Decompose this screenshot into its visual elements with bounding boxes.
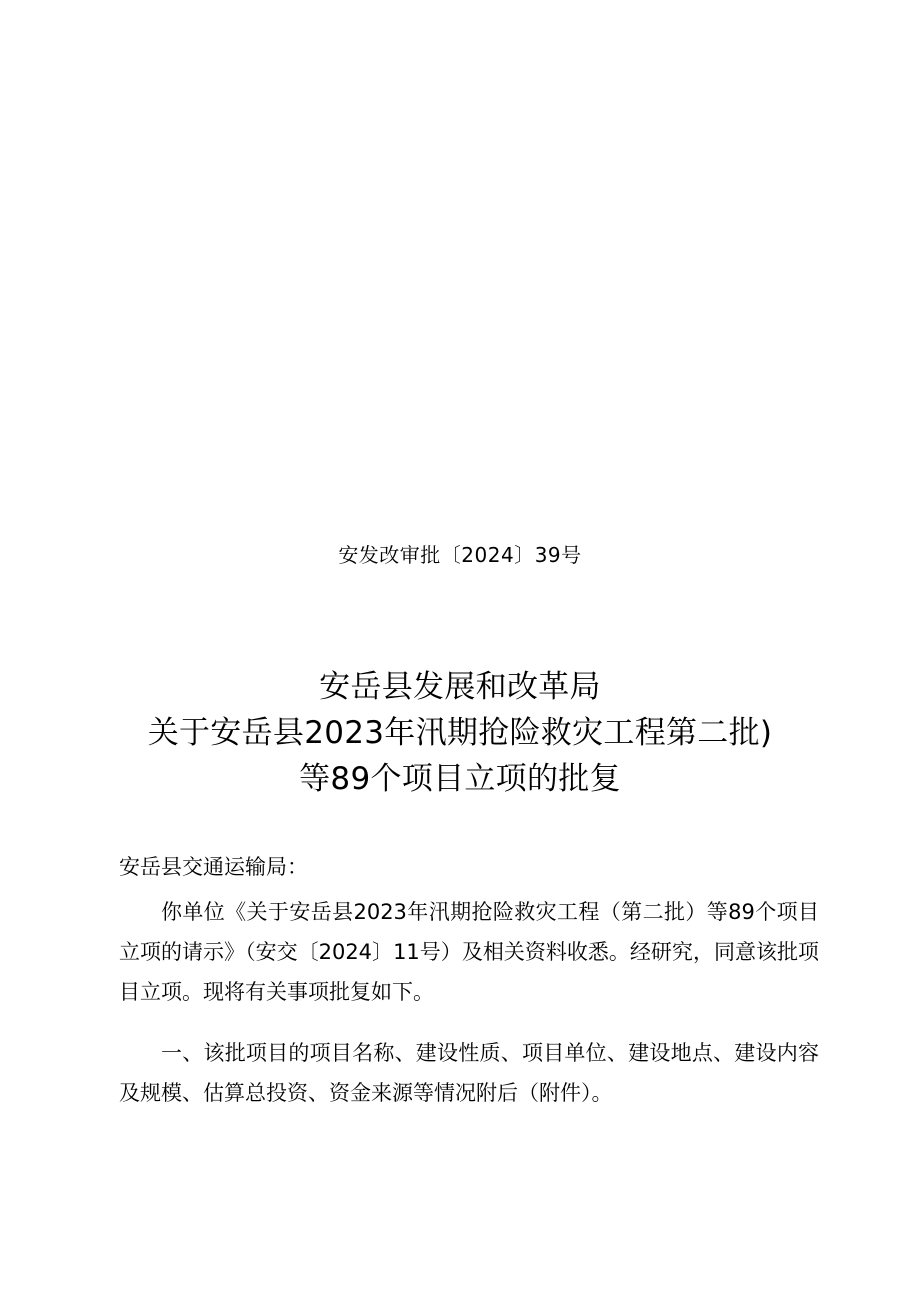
title-line-1: 安岳县发展和改革局 xyxy=(319,669,601,705)
paragraph-2: 一、该批项目的项目名称、建设性质、项目单位、建设地点、建设内容及规模、估算总投资、资金来源等情况附后（附件）。 xyxy=(119,1041,819,1105)
title-line-3: 等89个项目立项的批复 xyxy=(299,761,621,797)
salutation: 安岳县交通运输局： xyxy=(119,855,308,879)
document-title xyxy=(0,664,920,802)
document-body xyxy=(119,848,819,1134)
title-line-2: 关于安岳县2023年汛期抢险救灾工程第二批) xyxy=(147,715,773,751)
paragraph-1: 你单位《关于安岳县2023年汛期抢险救灾工程（第二批）等89个项目立项的请示》（安交〔2024〕11号）及相关资料收悉。经研究，同意该批项目立项。现将有关事项批复如下。 xyxy=(119,900,819,1004)
document-number: 安发改审批〔2024〕39号 xyxy=(338,543,582,567)
